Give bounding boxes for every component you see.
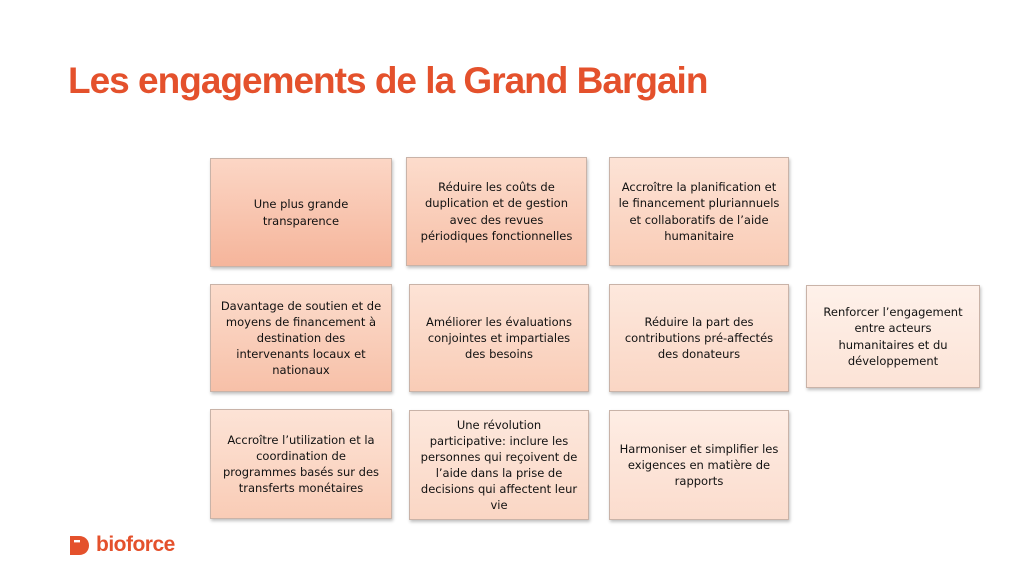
commitment-card-label: Une plus grande transparence [253, 197, 349, 228]
commitment-card-earmarking [609, 284, 789, 392]
commitment-card-label: Une révolution participative: inclure les personnes qui reçoivent de l’aide dans la prise de decisions qui affectent leur vie [420, 417, 578, 513]
commitment-card-label: Renforcer l’engagement entre acteurs humanitaires et du développement [823, 305, 963, 368]
commitment-card-needs-assessments [409, 284, 589, 392]
commitment-card-cash-transfers [210, 409, 392, 519]
commitment-card-label: Accroître l’utilization et la coordination de programmes basés sur des transferts monétaires [222, 432, 380, 496]
commitment-card-localisation [210, 284, 392, 392]
commitment-card-label: Améliorer les évaluations conjointes et impartiales des besoins [426, 314, 572, 362]
page-title: Les engagements de la Grand Bargain [68, 60, 708, 101]
commitment-card-participation-revolution [409, 410, 589, 520]
commitment-card-reduce-costs [406, 157, 587, 266]
commitment-card-label: Accroître la planification et le financement pluriannuels et collaboratifs de l’aide humanitaire [618, 180, 780, 243]
commitment-card-label: Réduire les coûts de duplication et de gestion avec des revues périodiques fonctionnelles [420, 180, 573, 243]
commitment-card-reporting-requirements [609, 410, 789, 520]
bioforce-logo-icon [68, 534, 90, 556]
commitment-card-multiyear-planning [609, 157, 789, 266]
commitment-card-label: Réduire la part des contributions pré-affectés des donateurs [624, 314, 774, 362]
bioforce-logo-text: bioforce [96, 533, 175, 556]
commitment-card-transparency [210, 158, 392, 267]
commitment-card-humanitarian-development [806, 285, 980, 388]
commitment-card-label: Davantage de soutien et de moyens de financement à destination des intervenants locaux et nationaux [220, 298, 382, 378]
bioforce-logo [68, 533, 175, 557]
commitment-card-label: Harmoniser et simplifier les exigences en matière de rapports [619, 441, 779, 489]
